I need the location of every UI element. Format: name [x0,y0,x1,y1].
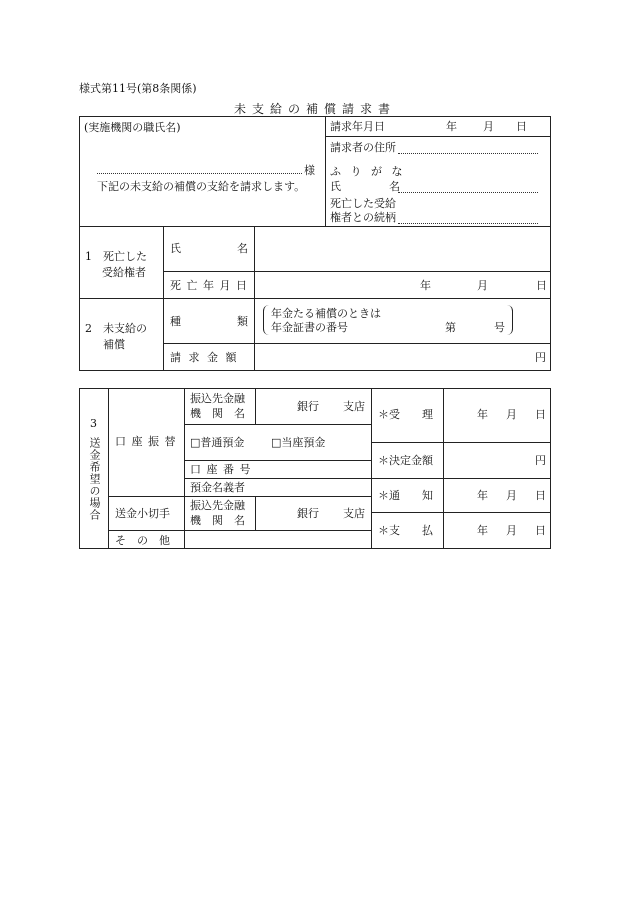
received-year: 年 [477,408,488,421]
bank-label-line1: 振込先金融 [190,392,245,405]
section2-title-line2: 補償 [103,338,125,351]
compensation-type-label-a: 種 [170,315,181,328]
received-month: 月 [506,408,517,421]
furigana-label: ふ り が な [330,165,406,178]
check-branch-suffix: 支店 [343,507,365,520]
s3-right-row-2 [371,478,551,479]
notice-month: 月 [506,489,517,502]
check-bank-suffix: 銀行 [297,507,319,520]
transfer-branch-suffix: 支店 [343,400,365,413]
institution-label: (実施機関の職氏名) [84,121,181,134]
account-type-ordinary[interactable]: □普通預金 [190,436,245,449]
relation-label-line2: 権者との続柄 [330,211,396,224]
request-date-label: 請求年月日 [330,120,385,133]
request-date-month: 月 [483,120,494,133]
account-transfer-label: 口 座 振 替 [115,435,177,448]
s3-divider-a [108,388,109,549]
bank-label-line2: 機 関 名 [190,407,245,420]
section2-mid-border [163,343,551,344]
s3-right-row-3 [371,512,551,513]
payment-day: 日 [535,524,546,537]
document-title: 未支給の補償請求書 [233,102,396,116]
decided-amount-yen: 円 [535,454,546,467]
s3-divider-f [443,388,444,549]
top-block-vertical-divider [325,116,326,226]
compensation-type-label-b: 類 [237,315,248,328]
death-date-label: 死 亡 年 月 日 [170,279,248,292]
section1-title-line2: 受給権者 [102,266,146,279]
requester-name-label-a: 氏 [330,180,341,193]
section1-title-line1: 1 死亡した [85,250,147,263]
death-date-month: 月 [477,279,488,292]
request-date-year: 年 [446,120,457,133]
section2-title-line1: 2 未支給の [85,322,147,335]
address-label: 請求者の住所 [330,141,396,154]
s3-row-4 [108,496,371,497]
sama-label: 様 [304,164,315,177]
payment-month: 月 [506,524,517,537]
requester-name-label-b: 名 [389,180,400,193]
s3-divider-b [184,388,185,549]
date-row-border [325,136,551,137]
account-number-field[interactable] [256,461,370,477]
remittance-check-label: 送金小切手 [115,507,170,520]
decided-amount-label: ＊決定金額 [378,454,433,467]
death-date-year: 年 [420,279,431,292]
request-sentence: 下記の未支給の補償の支給を請求します。 [97,180,306,193]
notice-label: ＊通 知 [378,489,433,502]
request-date-day: 日 [516,120,527,133]
section3-number: 3 [90,417,97,430]
received-label: ＊受 理 [378,408,433,421]
s3-divider-c [255,388,256,424]
section3-title: 送金希望の場合 [88,437,101,521]
section-label-divider [163,226,164,371]
deceased-name-label-b: 名 [237,242,248,255]
s3-row-1 [184,424,371,425]
requester-name-field[interactable] [398,183,538,193]
deceased-name-field[interactable] [255,227,550,270]
payment-year: 年 [477,524,488,537]
pension-number-go: 号 [494,321,505,334]
request-amount-yen: 円 [535,351,546,364]
section1-bottom-border [79,298,551,299]
institution-name-field[interactable] [97,164,302,174]
relation-field[interactable] [398,214,538,224]
other-field[interactable] [185,531,370,548]
received-day: 日 [535,408,546,421]
other-label: そ の 他 [115,534,170,547]
relation-label-line1: 死亡した受給 [330,197,396,210]
account-holder-label: 預金名義者 [190,481,245,494]
deceased-name-label-a: 氏 [170,242,181,255]
form-id: 様式第11号(第8条関係) [79,82,197,95]
transfer-bank-suffix: 銀行 [297,400,319,413]
check-bank-label-line1: 振込先金融 [190,499,245,512]
s3-divider-e [371,388,372,549]
pension-note-line1: 年金たる補償のときは [271,307,381,320]
notice-year: 年 [477,489,488,502]
address-field[interactable] [398,144,538,154]
account-holder-field[interactable] [256,479,370,495]
pension-note-line2: 年金証書の番号 [271,321,348,334]
section1-mid-border [163,271,551,272]
check-bank-label-line2: 機 関 名 [190,514,245,527]
pension-number-dai: 第 [445,321,456,334]
s3-right-row-1 [371,442,551,443]
account-type-current[interactable]: □当座預金 [271,436,326,449]
request-amount-label: 請 求 金 額 [170,351,239,364]
account-number-label: 口 座 番 号 [190,463,252,476]
s3-divider-d [255,496,256,530]
death-date-day: 日 [536,279,547,292]
payment-label: ＊支 払 [378,524,433,537]
notice-day: 日 [535,489,546,502]
